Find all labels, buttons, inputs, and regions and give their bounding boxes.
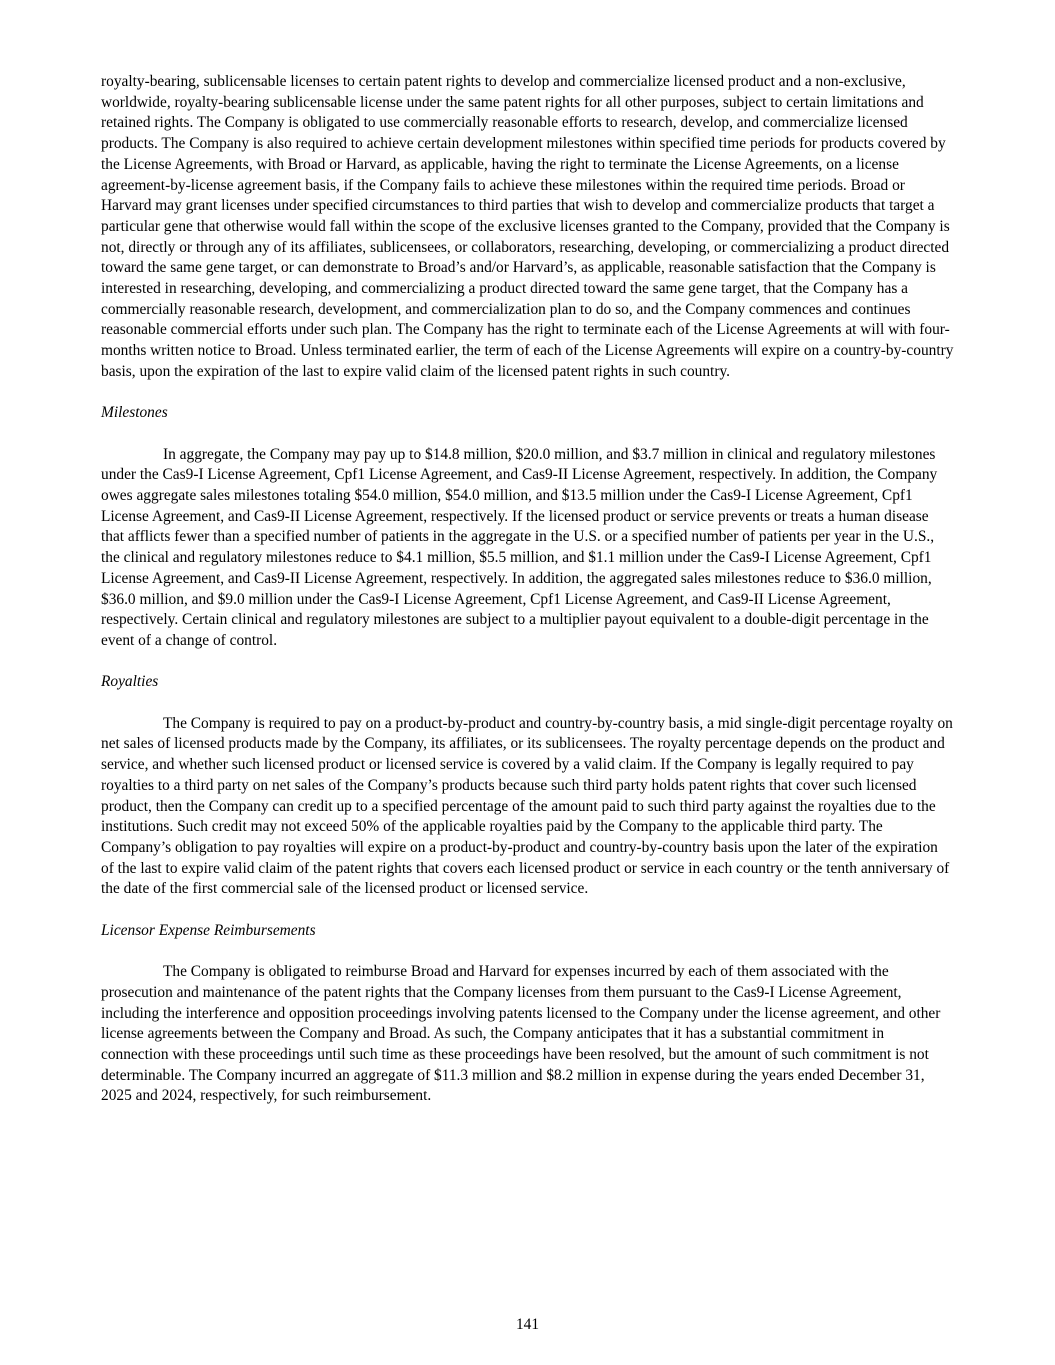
section-heading-royalties: Royalties — [101, 673, 159, 691]
section-heading-licensor-expense-reimbursements: Licensor Expense Reimbursements — [101, 921, 316, 939]
page-number: 141 — [515, 1316, 540, 1333]
section-heading-milestones: Milestones — [101, 404, 168, 422]
document-page — [101, 72, 954, 1128]
section-body-royalties: The Company is required to pay on a product-by-product and country-by-country basis, a mid single-digit percentage royalty on net sales of licensed products made by the Company, its affiliates, or its sublicensees. The royalty percentage depends on the product and service, and whether such licensed product or licensed service is covered by a valid claim. If the Company is legally required to pay royalties to a third party on net sales of the Company’s products because such third party holds patent rights that cover such licensed product, then the Company can credit up to a specified percentage of the amount paid to such third party against the royalties due to the institutions. Such credit may not exceed 50% of the applicable royalties paid by the Company to the applicable third party. The Company’s obligation to pay royalties will expire on a product-by-product and country-by-country basis upon the later of the expiration of the last to expire valid claim of the patent rights that covers each licensed product or service in each country or the tenth anniversary of the date of the first commercial sale of the licensed product or licensed service. — [101, 714, 953, 898]
section-body-milestones: In aggregate, the Company may pay up to $14.8 million, $20.0 million, and $3.7 million in clinical and regulatory milestones under the Cas9-I License Agreement, Cpf1 License Agreement, and Cas9-II License Agreement, respectively. In addition, the Company owes aggregate sales milestones totaling $54.0 million, $54.0 million, and $13.5 million under the Cas9-I License Agreement, Cpf1 License Agreement, and Cas9-II License Agreement, respectively. If the licensed product or service prevents or treats a human disease that afflicts fewer than a specified number of patients in the aggregate in the U.S. or a specified number of patients per year in the U.S., the clinical and regulatory milestones reduce to $4.1 million, $5.5 million, and $1.1 million under the Cas9-I License Agreement, Cpf1 License Agreement, and Cas9-II License Agreement, respectively. In addition, the aggregated sales milestones reduce to $36.0 million, $36.0 million, and $9.0 million under the Cas9-I License Agreement, Cpf1 License Agreement, and Cas9-II License Agreement, respectively. Certain clinical and regulatory milestones are subject to a multiplier payout equivalent to a double-digit percentage in the event of a change of control. — [101, 445, 938, 649]
intro-paragraph: royalty-bearing, sublicensable licenses to certain patent rights to develop and commercialize licensed product and a non-exclusive, worldwide, royalty-bearing sublicensable license under the same patent rights for all other purposes, subject to certain limitations and retained rights. The Company is obligated to use commercially reasonable efforts to research, develop, and commercialize licensed products. The Company is also required to achieve certain development milestones within specified time periods for products covered by the License Agreements, with Broad or Harvard, as applicable, having the right to terminate the License Agreements, on a license agreement-by-license agreement basis, if the Company fails to achieve these milestones within the required time periods. Broad or Harvard may grant licenses under specified circumstances to third parties that wish to develop and commercialize products that target a particular gene that otherwise would fall within the scope of the exclusive licenses granted to the Company, provided that the Company is not, directly or through any of its affiliates, sublicensees, or collaborators, researching, developing, or commercializing a product directed toward the same gene target, or can demonstrate to Broad’s and/or Harvard’s, as applicable, reasonable satisfaction that the Company is interested in researching, developing, and commercializing a product directed toward the same gene target, that the Company has a commercially reasonable research, development, and commercialization plan to do so, and the Company commences and continues reasonable commercial efforts under such plan. The Company has the right to terminate each of the License Agreements at will with four-months written notice to Broad. Unless terminated earlier, the term of each of the License Agreements will expire on a country-by-country basis, upon the expiration of the last to expire valid claim of the licensed patent rights in such country. — [101, 73, 954, 380]
section-body-licensor-expense-reimbursements: The Company is obligated to reimburse Broad and Harvard for expenses incurred by each of them associated with the prosecution and maintenance of the patent rights that the Company licenses from them pursuant to the Cas9-I License Agreement, including the interference and opposition proceedings involving patents licensed to the Company under the license agreement, and other license agreements between the Company and Broad. As such, the Company anticipates that it has a substantial commitment in connection with these proceedings until such time as these proceedings have been resolved, but the amount of such commitment is not determinable. The Company incurred an aggregate of $11.3 million and $8.2 million in expense during the years ended December 31, 2025 and 2024, respectively, for such reimbursement. — [101, 963, 941, 1105]
